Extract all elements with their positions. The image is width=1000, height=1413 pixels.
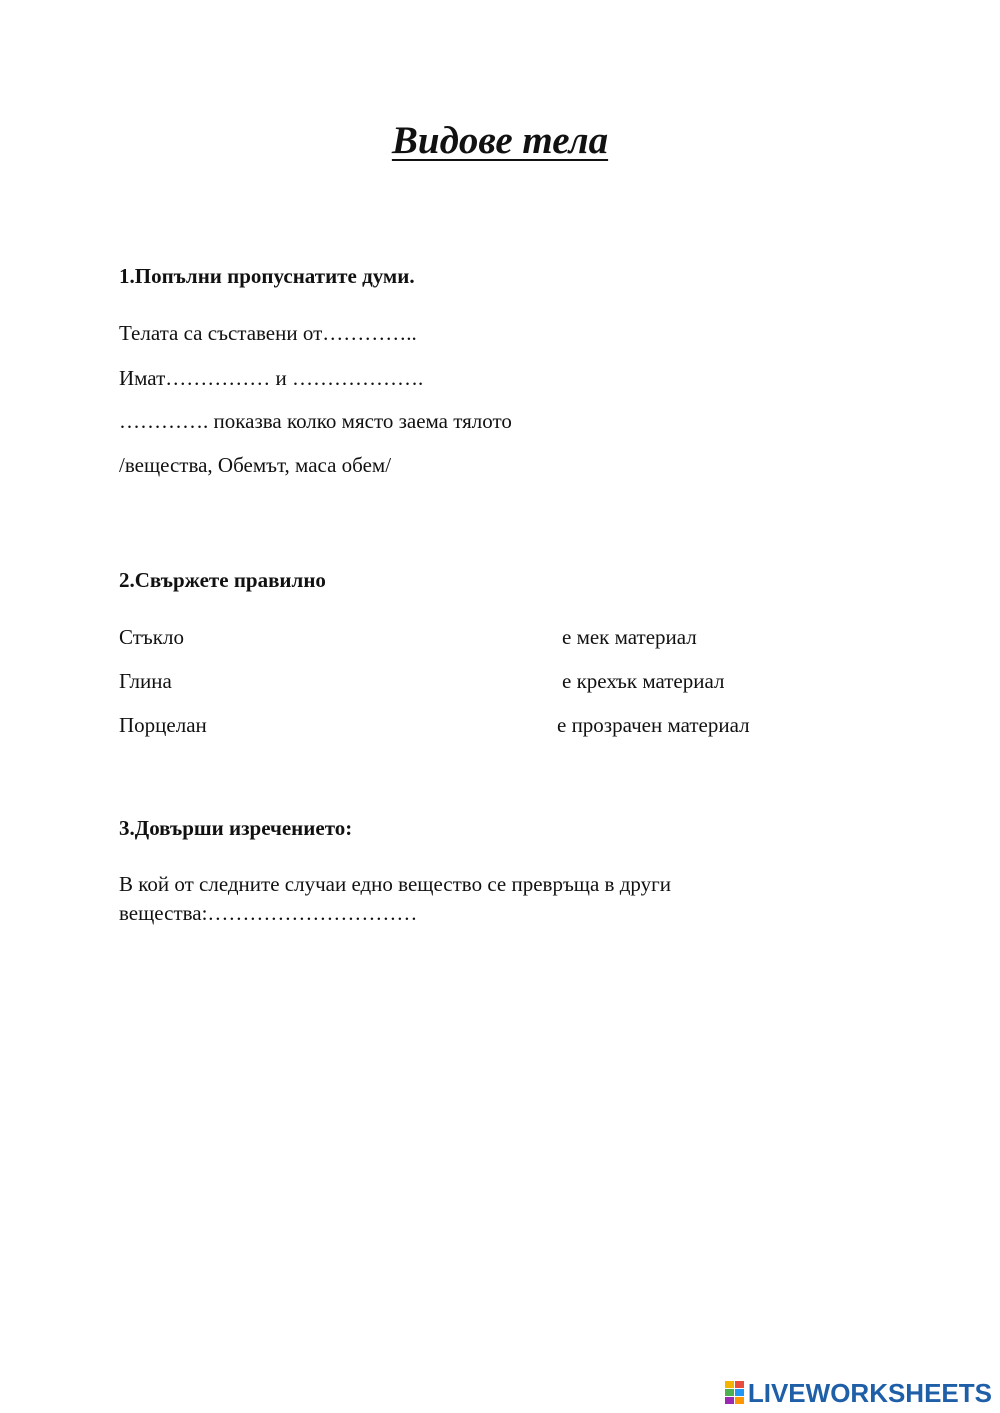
match-left-item: Стъкло <box>119 625 184 649</box>
fill-line-2: Имат…………… и ………………. <box>119 366 424 390</box>
liveworksheets-watermark <box>725 1377 992 1409</box>
fill-line-1: Телата са съставени от………….. <box>119 321 417 345</box>
liveworksheets-logo-icon <box>725 1381 745 1405</box>
match-right-item: е прозрачен материал <box>557 713 750 737</box>
match-left-item: Порцелан <box>119 713 207 737</box>
sentence-line-2: вещества:………………………… <box>119 901 418 925</box>
match-left-item: Глина <box>119 669 172 693</box>
watermark-text: LIVEWORKSHEETS <box>747 1378 992 1408</box>
match-right-item: е мек материал <box>562 625 697 649</box>
word-bank: /вещества, Обемът, маса обем/ <box>119 453 392 477</box>
section-1-heading: 1.Попълни пропуснатите думи. <box>119 264 415 288</box>
worksheet-title: Видове тела <box>391 119 609 162</box>
fill-line-3: …………. показва колко място заема тялото <box>119 409 512 433</box>
sentence-line-1: В кой от следните случаи едно вещество се превръща в други <box>119 872 671 896</box>
match-right-item: е крехък материал <box>562 669 725 693</box>
section-2-heading: 2.Свържете правилно <box>119 568 326 592</box>
section-3-heading: 3.Довърши изречението: <box>119 816 353 840</box>
